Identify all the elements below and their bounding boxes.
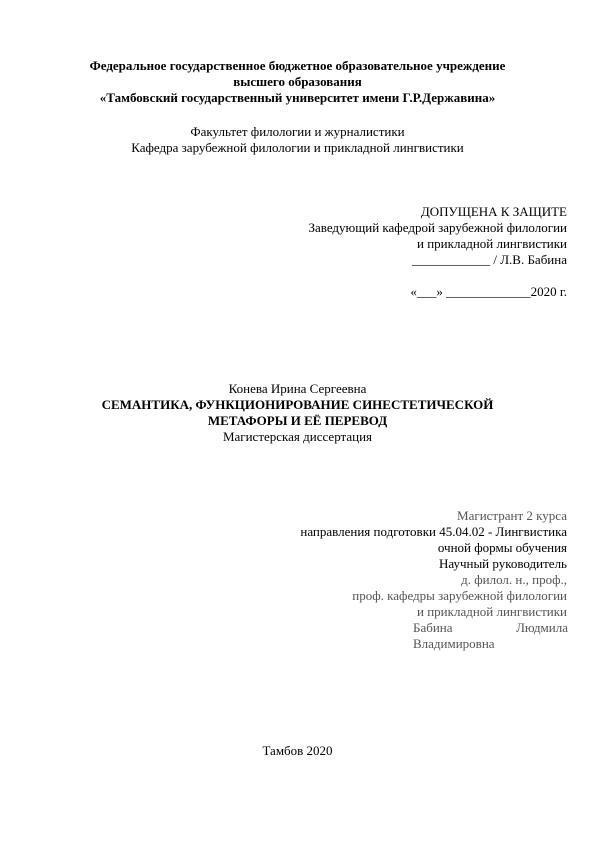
student-info-block — [300, 508, 567, 620]
faculty-block — [60, 124, 535, 156]
approval-title: ДОПУЩЕНА К ЗАЩИТЕ — [420, 204, 567, 219]
student-direction: направления подготовки 45.04.02 - Лингвистика — [300, 524, 567, 539]
approval-signature: ____________ / Л.В. Бабина — [412, 252, 567, 267]
student-course: Магистрант 2 курса — [457, 508, 567, 523]
approval-block — [308, 204, 567, 300]
thesis-type: Магистерская диссертация — [222, 429, 373, 444]
supervisor-name-line-1 — [413, 620, 568, 636]
institution-line-2: высшего образования — [233, 74, 362, 89]
student-study-form: очной формы обучения — [437, 540, 567, 555]
supervisor-position-line-1: проф. кафедры зарубежной филологии — [352, 588, 567, 603]
thesis-block — [60, 381, 535, 445]
approval-position-line-1: Заведующий кафедрой зарубежной филологии — [308, 220, 567, 235]
supervisor-label: Научный руководитель — [438, 556, 567, 571]
thesis-title-line-2: МЕТАФОРЫ И ЕЁ ПЕРЕВОД — [207, 413, 388, 428]
city-year: Тамбов 2020 — [262, 743, 333, 758]
department-name: Кафедра зарубежной филологии и прикладной лингвистики — [131, 140, 464, 155]
institution-header — [60, 58, 535, 106]
approval-position-line-2: и прикладной лингвистики — [417, 236, 567, 251]
supervisor-first-name: Людмила — [516, 620, 568, 635]
footer-city-year — [60, 743, 535, 759]
supervisor-surname: Бабина — [413, 620, 453, 635]
author-name: Конева Ирина Сергеевна — [228, 381, 367, 396]
institution-line-1: Федеральное государственное бюджетное образовательное учреждение — [89, 58, 506, 73]
supervisor-degree: д. филол. н., проф., — [461, 572, 567, 587]
supervisor-position-line-2: и прикладной лингвистики — [417, 604, 567, 619]
thesis-title-line-1: СЕМАНТИКА, ФУНКЦИОНИРОВАНИЕ СИНЕСТЕТИЧЕСКОЙ — [101, 397, 494, 412]
supervisor-name-block — [413, 620, 568, 652]
approval-date: «___» _____________2020 г. — [410, 284, 567, 299]
institution-line-3: «Тамбовский государственный университет имени Г.Р.Державина» — [99, 90, 496, 105]
supervisor-patronymic: Владимировна — [413, 636, 495, 651]
faculty-name: Факультет филологии и журналистики — [190, 124, 405, 139]
